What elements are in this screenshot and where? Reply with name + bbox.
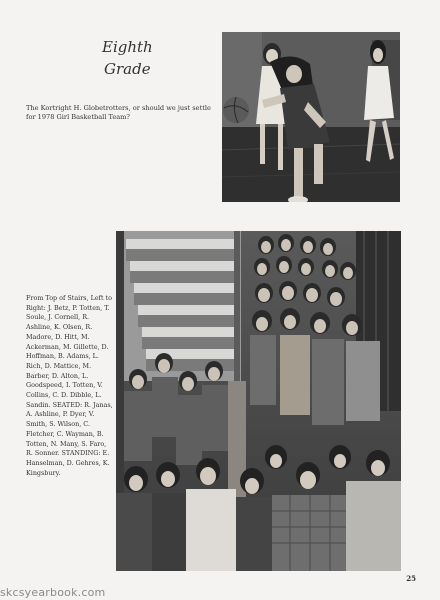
group-photo [116, 231, 401, 571]
section-heading [102, 36, 162, 80]
group-photo-caption: From Top of Stairs, Left to Right: J. Betz, P. Totten, T. Soule, J. Cornell, R. Ashline, K. Olsen, R. Madore, D. Hitt, M. Ackerman, M. Gillette, D. Hoffman, B. Adams, L. Rich, D. Mattice, M. Barber, D. Alton, L. Goodspeed, I. Totten, V. Collins, C. D. Dibble, L. Sandin. SEATED: R. Janas, A. Ashline, P. Dyer, V. Smith, S. Wilson, C. Fletcher, C. Wayman, B. Totten, N. Many, S. Faro, R. Sonner. STANDING: E. Hanselman, D. Gehres, K. Kingsbury. [26, 294, 113, 477]
basketball-photo [222, 32, 400, 202]
page-number: 25 [406, 574, 416, 583]
group-photo-art [116, 231, 401, 571]
basketball-photo-art [222, 32, 400, 202]
site-watermark: skcsyearbook.com [0, 586, 106, 599]
heading-line-1: Eighth [102, 38, 153, 56]
heading-line-2: Grade [104, 60, 151, 78]
basketball-caption: The Kortright H. Globetrotters, or should we just settle for 1978 Girl Basketball Team? [26, 104, 211, 121]
